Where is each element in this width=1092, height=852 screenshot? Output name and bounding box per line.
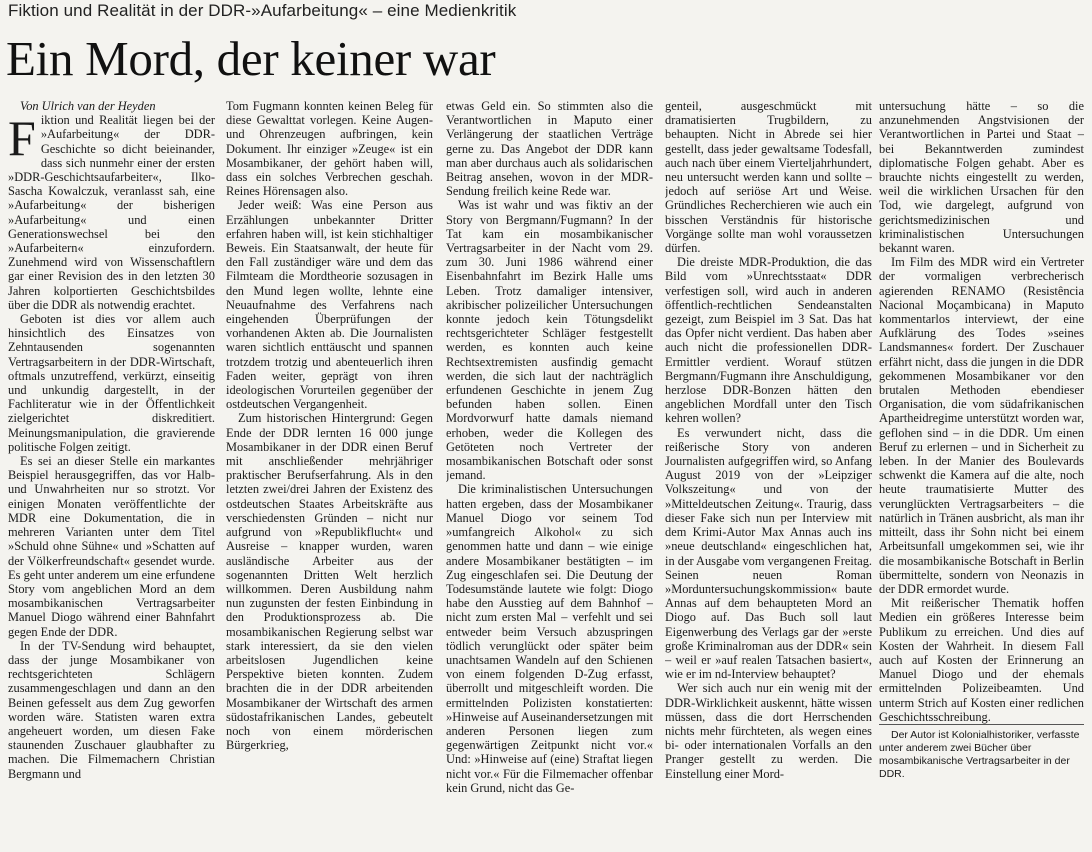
article-column-4	[665, 99, 872, 851]
paragraph: Die kriminalistischen Untersuchungen hatten ergeben, dass der Mosambikaner Manuel Diogo vor seinem Tod »umfangreich Alkohol« zu sich genommen hatte und dann – wie einige andere Mosambikaner bestätigten – im Zug eingeschlafen sei. Die Deutung der Todesumstände lautete wie folgt: Diogo habe den Ausstieg auf dem Bahnhof – nicht zum ersten Mal – verfehlt und sei entweder beim Versuch abzuspringen tödlich verunglückt oder später beim unachtsamen Wandeln auf den Schienen von einem folgenden D-Zug erfasst, überrollt und mitgeschleift worden. Die ermittelnden Polizisten konstatierten: »Hinweise auf Auseinandersetzungen mit anderen Personen liegen zum gegenwärtigen Zeitpunkt nicht vor.« Und: »Hinweise auf (eine) Straftat liegen nicht vor.« Für die Filmemacher offenbar kein Grund, nicht das Ge-	[446, 482, 653, 795]
paragraph: Es verwundert nicht, dass die reißerische Story von anderen Journalisten aufgegriffen wird, so Anfang August 2019 von der »Leipziger Volkszeitung« und von der »Mitteldeutschen Zeitung«. Traurig, dass dieser Fake sich nun per Interview mit dem Krimi-Autor Max Annas auch ins »neue deutschland« eingeschlichen hat, in der Ausgabe vom vergangenen Freitag. Seinen neuen Roman »Morduntersuchungskommission« baute Annas auf dem behaupteten Mord an Diogo auf. Das Buch soll laut Eigenwerbung des Verlags gar der »erste große Kriminalroman aus der DDR« sein – weil er »auf realen Tatsachen basiert«, wie er im nd-Interview behauptet?	[665, 425, 872, 682]
article-column-1	[8, 99, 215, 851]
paragraph: Es sei an dieser Stelle ein markantes Beispiel herausgegriffen, das vor Halb- und Unwahrheiten nur so strotzt. Vor einigen Monaten veröffentlichte der MDR eine Dokumentation, die in mehreren Varianten unter dem Titel »Schuld ohne Sühne« und »Schatten auf der Völkerfreundschaft« gesendet wurde. Es geht unter anderem um eine erfundene Story vom angeblichen Mord an dem mosambikanischen Vertragsarbeiter Manuel Diogo während einer Bahnfahrt gegen Ende der DDR.	[8, 454, 215, 639]
paragraph-text: iktion und Realität liegen bei der »Aufarbeitung« der DDR-Geschichte so dicht beieinander, dass sich nunmehr einer der ersten »DDR-Geschichtsaufarbeiter«, Ilko-Sascha Kowalczuk, veranlasst sah, eine »Aufarbeitung« der bisherigen »Aufarbeitung« und einen Generationswechsel bei den »Aufarbeitern« einzufordern. Zunehmend wird von Wissenschaftlern gar einer Revision des in den letzten 30 Jahren kolportierten Geschichtsbildes über die DDR als notwendig erachtet.	[8, 113, 215, 312]
paragraph: Mit reißerischer Thematik hoffen Medien ein größeres Interesse beim Publikum zu erreichen. Und dies auf Kosten der Wahrheit. In diesem Fall auch auf Kosten der Erinnerung an Manuel Diogo und der ehemals ermittelnden Polizeibeamten. Und unterm Strich auf Kosten einer redlichen Geschichtsschreibung.	[879, 596, 1084, 724]
author-note: Der Autor ist Kolonialhistoriker, verfasste unter anderem zwei Bücher über mosambikanische Vertragsarbeiter in der DDR.	[879, 724, 1084, 781]
paragraph: Geboten ist dies vor allem auch hinsichtlich des Einsatzes von Zehntausenden sogenannten Vertragsarbeitern in der DDR-Wirtschaft, oftmals unzutreffend, verkürzt, einseitig und unkundig dargestellt, in der Fachliteratur wie in der Öffentlichkeit zielgerichtet diskreditiert. Meinungsmanipulation, die gravierende politische Folgen zeitigt.	[8, 312, 215, 454]
paragraph	[8, 110, 215, 312]
article-column-3	[446, 99, 653, 851]
byline: Von Ulrich van der Heyden	[20, 99, 156, 113]
paragraph: Im Film des MDR wird ein Vertreter der vormaligen verbrecherisch agierenden RENAMO (Resistência Nacional Moçambicana) in Maputo kommentarlos interviewt, der eine Aufklärung des Todes »seines Landsmannes« fordert. Der Zuschauer erfährt nicht, dass die jungen in die DDR gekommenen Mosambikaner vor den brutalen Methoden ebendieser Organisation, die vom südafrikanischen Apartheidregime unterstützt worden war, geflohen sind – in die DDR. Um einen Beruf zu erlernen – und in Sicherheit zu leben. In der Manier des Boulevards schwenkt die Kamera auf die alte, noch heute traumatisierte Mutter des verunglückten Vertragsarbeiters – die natürlich in Tränen ausbricht, als man ihr mitteilt, dass ihr Sohn nicht bei einem Arbeitsunfall umgekommen sei, wie ihr die mosambikanische Botschaft in Berlin übermittelte, sondern von Neonazis in der DDR ermordet wurde.	[879, 255, 1084, 596]
paragraph: untersuchung hätte – so die anzunehmenden Angstvisionen der Verantwortlichen in Partei und Staat – bei Bekanntwerden zumindest diplomatische Folgen gehabt. Aber es brauchte nichts eingestellt zu werden, weil die wirklichen Ursachen für den Tod, wie dargelegt, aufgrund von gerichtsmedizinischen und kriminalistischen Untersuchungen bekannt waren.	[879, 99, 1084, 256]
paragraph: Jeder weiß: Was eine Person aus Erzählungen unbekannter Dritter erfahren haben will, ist kein stichhaltiger Beweis. Ein Staatsanwalt, der heute für den Fall zuständiger wäre und dem das Filmteam die Mordtheorie sozusagen in den Mund legen wollte, lehnte eine Neuaufnahme des Verfahrens nach eingehenden Überprüfungen der vorhandenen Akten ab. Die Journalisten waren sichtlich enttäuscht und spannen trotzdem trotzig und abenteuerlich ihren Faden weiter, geprägt von ihren ideologischen Vorurteilen gegenüber der ostdeutschen Vergangenheit.	[226, 198, 433, 412]
drop-cap: F	[8, 110, 36, 167]
article-column-5	[879, 99, 1084, 851]
paragraph: Zum historischen Hintergrund: Gegen Ende der DDR lernten 16 000 junge Mosambikaner in der DDR einen Beruf mit anschließender mehrjähriger praktischer Berufserfahrung. Als in den letzten zwei/drei Jahren der Existenz des ostdeutschen Staates Arbeitskräfte aus verschiedensten Gründen – nicht nur aufgrund von »Republikflucht« und Ausreise – knapper wurden, waren ausländische Arbeiter aus der sogenannten Dritten Welt herzlich willkommen. Deren Ausbildung nahm nun zugunsten der festen Einbindung in den Produktionsprozess ab. Die mosambikanischen Regierung selbst war stark interessiert, da sie den vielen arbeitslosen Jugendlichen keine Perspektive bieten konnten. Zudem brachten die in der DDR arbeitenden Mosambikaner der Wirtschaft des armen südostafrikanischen Landes, gebeutelt noch von einem mörderischen Bürgerkrieg,	[226, 411, 433, 753]
paragraph: Wer sich auch nur ein wenig mit der DDR-Wirklichkeit auskennt, hätte wissen müssen, dass die dort Herrschenden nichts mehr fürchteten, als wegen eines bi- oder internationalen Vorfalls an den Pranger gestellt zu werden. Die Einstellung einer Mord-	[665, 681, 872, 781]
article-column-2	[226, 99, 433, 851]
paragraph: etwas Geld ein. So stimmten also die Verantwortlichen in Maputo einer Verlängerung der staatlichen Verträge gerne zu. Das Angebot der DDR kann man aber durchaus auch als solidarischen Beitrag ansehen, wovon in der MDR-Sendung freilich keine Rede war.	[446, 99, 653, 199]
paragraph: In der TV-Sendung wird behauptet, dass der junge Mosambikaner von rechtsgerichteten Schlägern zusammengeschlagen und dann an den Beinen gefesselt aus dem Zug geworfen worden wäre. Statisten waren extra angeheuert worden, um diesen Fake staunenden Zuschauer glaubhafter zu machen. Die Filmemachern Christian Bergmann und	[8, 638, 215, 781]
paragraph: Die dreiste MDR-Produktion, die das Bild vom »Unrechtsstaat« DDR verfestigen soll, wird auch in anderen öffentlich-rechtlichen Sendeanstalten gezeigt, zum Beispiel im 3 Sat. Das hat das Opfer nicht verdient. Das haben aber auch nicht die professionellen DDR-Ermittler verdient. Worauf stützen Bergmann/Fugmann ihre Anschuldigung, herzlose DDR-Bonzen hätten den angeblichen Mordfall unter den Tisch kehren wollen?	[665, 255, 872, 426]
paragraph: genteil, ausgeschmückt mit dramatisierten Trugbildern, zu behaupten. Nicht in Abrede sei hier gestellt, dass jeder gewaltsame Todesfall, auch nach über einem Vierteljahrhundert, neu untersucht werden kann und sollte – jedoch auf seriöse Art und Weise. Gründliches Recherchieren wie auch ein bisschen Verständnis für historische Vorgänge sollte man wohl voraussetzen dürfen.	[665, 99, 872, 256]
article-kicker: Fiktion und Realität in der DDR-»Aufarbeitung« – eine Medienkritik	[8, 1, 517, 20]
article-headline: Ein Mord, der keiner war	[6, 31, 496, 86]
paragraph: Tom Fugmann konnten keinen Beleg für diese Gewalttat vorlegen. Keine Augen- und Ohrenzeugen aufbringen, kein Dokument. Ihr einziger »Zeuge« ist ein Mosambikaner, der gehört haben will, dass ein solches Verbrechen geschah. Reines Hörensagen also.	[226, 99, 433, 199]
paragraph: Was ist wahr und was fiktiv an der Story von Bergmann/Fugmann? In der Tat kam ein mosambikanischer Vertragsarbeiter in der Nacht vom 29. zum 30. Juni 1986 während einer Eisenbahnfahrt im Bezirk Halle ums Leben. Trotz damaliger intensiver, akribischer polizeilicher Untersuchungen konnte jedoch kein Tötungsdelikt rechtsgerichteter Schläger festgestellt werden, es konnten auch keine Rechtsextremisten ausfindig gemacht werden, die sich laut der nachträglich erfundenen Geschichte in jenem Zug befunden haben sollen. Einen Mordvorwurf hatte damals niemand erhoben, weder die Kollegen des Getöteten noch Vertreter der mosambikanischen Botschaft oder sonst jemand.	[446, 198, 653, 483]
